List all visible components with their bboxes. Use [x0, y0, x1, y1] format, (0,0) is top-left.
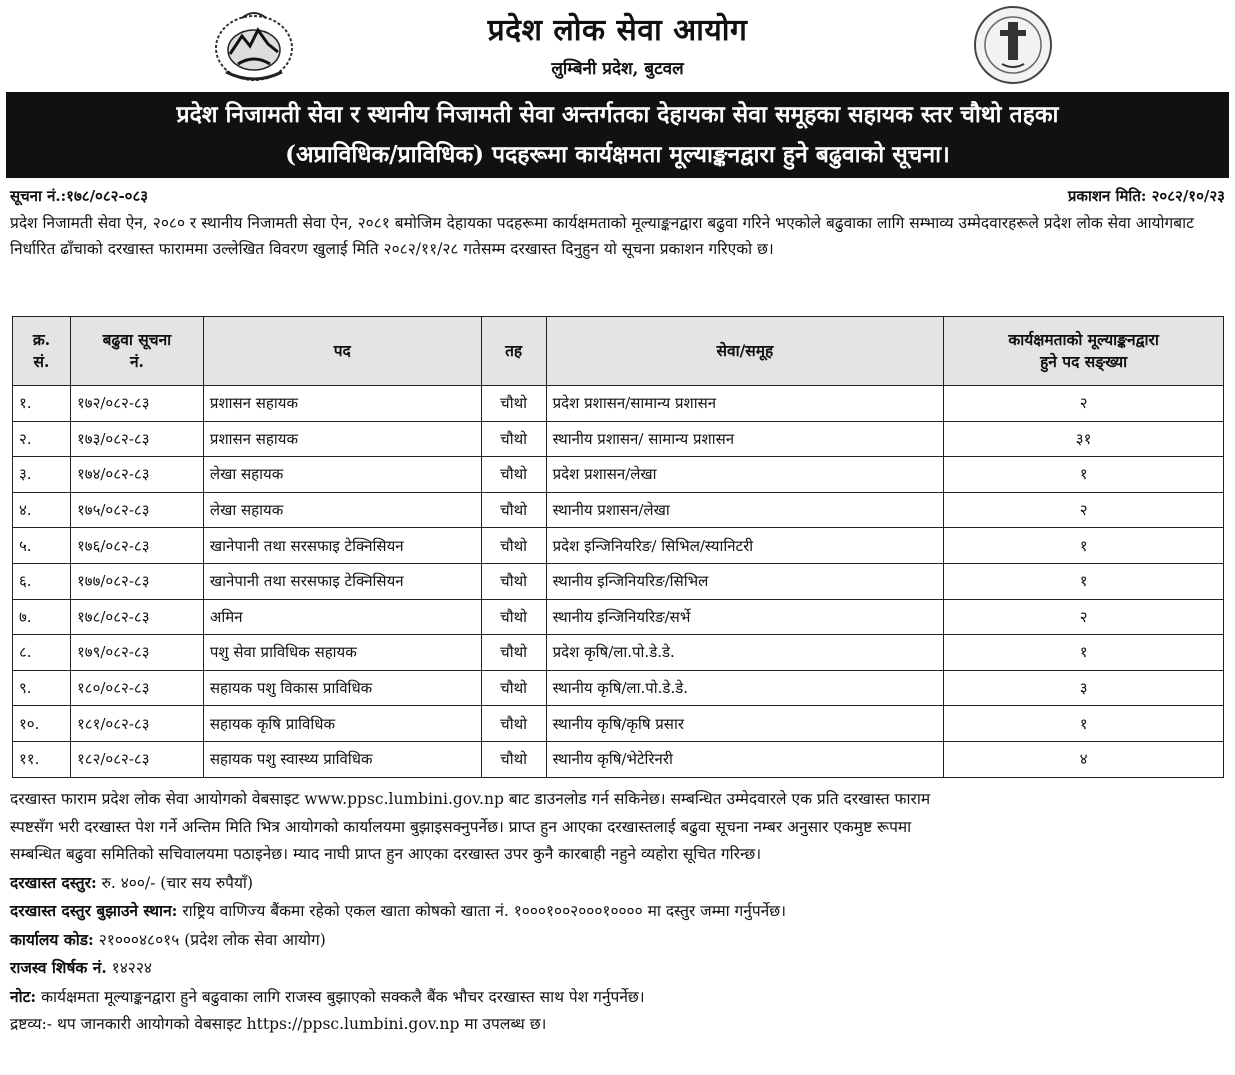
table-row: ७. १७८/०८२-८३ अमिन चौथो स्थानीय इन्जिनियरिङ/सर्भे २: [13, 599, 1224, 635]
notes-para-line-1: दरखास्त फाराम प्रदेश लोक सेवा आयोगको वेबसाइट www.ppsc.lumbini.gov.np बाट डाउनलोड गर्न सकिनेछ। सम्बन्धित उम्मेदवारले एक प्रति दरखास्त फाराम: [10, 790, 931, 808]
notes-para-line-3: सम्बन्धित बढुवा समितिको सचिवालयमा पठाइनेछ। म्याद नाघी प्राप्त हुन आएका दरखास्त उपर कुनै कारबाही नहुने व्यहोरा सूचित गरिन्छ।: [10, 845, 762, 863]
table-row: २. १७३/०८२-८३ प्रशासन सहायक चौथो स्थानीय प्रशासन/ सामान्य प्रशासन ३१: [13, 421, 1224, 457]
table-row: ९. १८०/०८२-८३ सहायक पशु विकास प्राविधिक चौथो स्थानीय कृषि/ला.पो.डे.डे. ३: [13, 670, 1224, 706]
header-service: सेवा/समूह: [546, 317, 944, 386]
table-row: १. १७२/०८२-८३ प्रशासन सहायक चौथो प्रदेश प्रशासन/सामान्य प्रशासन २: [13, 386, 1224, 422]
revenue-code-line: राजस्व शिर्षक नं. १४२२४: [10, 958, 152, 977]
table-row: १०. १८१/०८२-८३ सहायक कृषि प्राविधिक चौथो स्थानीय कृषि/कृषि प्रसार १: [13, 706, 1224, 742]
notice-number: सूचना नं.:१७८/०८२-०८३: [10, 187, 149, 205]
fee-line: दरखास्त दस्तुर: रु. ४००/- (चार सय रुपैयाँ): [10, 872, 253, 892]
table-row: ५. १७६/०८२-८३ खानेपानी तथा सरसफाइ टेक्निसियन चौथो प्रदेश इन्जिनियरिङ/ सिभिल/स्यानिटरी १: [13, 528, 1224, 564]
note-line: नोट: कार्यक्षमता मूल्याङ्कनद्वारा हुने बढुवाका लागि राजस्व बुझाएको सक्कलै बैंक भौचर दरखास्त साथ पेश गर्नुपर्नेछ।: [10, 986, 645, 1006]
commission-seal-icon: [972, 4, 1054, 86]
notes-section: [10, 786, 1225, 1039]
notes-para-line-2: स्पष्टसँग भरी दरखास्त पेश गर्ने अन्तिम मिति भित्र आयोगको कार्यालयमा बुझाइसक्नुपर्नेछ। प्राप्त हुन आएका दरखास्तलाई बढुवा सूचना नम्बर अनुसार एकमुष्ट रूपमा: [10, 817, 912, 836]
header-level: तह: [481, 317, 546, 386]
table-row: ११. १८२/०८२-८३ सहायक पशु स्वास्थ्य प्राविधिक चौथो स्थानीय कृषि/भेटेरिनरी ४: [13, 741, 1224, 777]
table-row: ८. १७९/०८२-८३ पशु सेवा प्राविधिक सहायक चौथो प्रदेश कृषि/ला.पो.डे.डे. १: [13, 635, 1224, 671]
banner-line-1: प्रदेश निजामती सेवा र स्थानीय निजामती सेवा अन्तर्गतका देहायका सेवा समूहका सहायक स्तर चौथो तहका: [176, 101, 1059, 128]
table-row: ६. १७७/०८२-८३ खानेपानी तथा सरसफाइ टेक्निसियन चौथो स्थानीय इन्जिनियरिङ/सिभिल १: [13, 563, 1224, 599]
banner-line-2: (अप्राविधिक/प्राविधिक) पदहरूमा कार्यक्षमता मूल्याङ्कनद्वारा हुने बढुवाको सूचना।: [285, 141, 950, 168]
posts-table: [12, 316, 1224, 778]
table-row: ४. १७५/०८२-८३ लेखा सहायक चौथो स्थानीय प्रशासन/लेखा २: [13, 492, 1224, 528]
org-subtitle: लुम्बिनी प्रदेश, बुटवल: [551, 59, 684, 79]
table-header-row: [13, 317, 1224, 386]
fee-place-line: दरखास्त दस्तुर बुझाउने स्थान: राष्ट्रिय वाणिज्य बैंकमा रहेको एकल खाता कोषको खाता नं. १०००१००२०००१०००० मा दस्तुर जम्मा गर्नुपर्नेछ।: [10, 901, 787, 920]
header-sn: क्र. सं.: [13, 317, 71, 386]
extra-info-line: द्रष्टव्य:- थप जानकारी आयोगको वेबसाइट https://ppsc.lumbini.gov.np मा उपलब्ध छ।: [10, 1015, 547, 1033]
notice-heading-banner: [6, 92, 1229, 178]
publish-date: प्रकाशन मिति: २०८२/१०/२३: [1067, 187, 1225, 205]
header-post: पद: [203, 317, 481, 386]
org-title: प्रदेश लोक सेवा आयोग: [487, 13, 748, 48]
intro-paragraph: प्रदेश निजामती सेवा ऐन, २०८० र स्थानीय निजामती सेवा ऐन, २०८१ बमोजिम देहायका पदहरूमा कार्यक्षमताको मूल्याङ्कनद्वारा बढुवा गरिने भएकोले बढुवाका लागि सम्भाव्य उम्मेदवारहरूले प्रदेश लोक सेवा आयोगबाट निर्धारित ढाँचाको दरखास्त फाराममा उल्लेखित विवरण खुलाई मिति २०८२/११/२८ गतेसम्म दरखास्त दिनुहुन यो सूचना प्रकाशन गरिएको छ।: [10, 214, 1194, 258]
header-count: कार्यक्षमताको मूल्याङ्कनद्वारा हुने पद सङ्ख्या: [944, 317, 1224, 386]
notice-meta: [10, 186, 1225, 206]
table-row: ३. १७४/०८२-८३ लेखा सहायक चौथो प्रदेश प्रशासन/लेखा १: [13, 457, 1224, 493]
office-code-line: कार्यालय कोड: २१०००४८०१५ (प्रदेश लोक सेवा आयोग): [10, 929, 326, 949]
page-header: [0, 0, 1235, 92]
header-notice-no: बढुवा सूचना नं.: [70, 317, 203, 386]
